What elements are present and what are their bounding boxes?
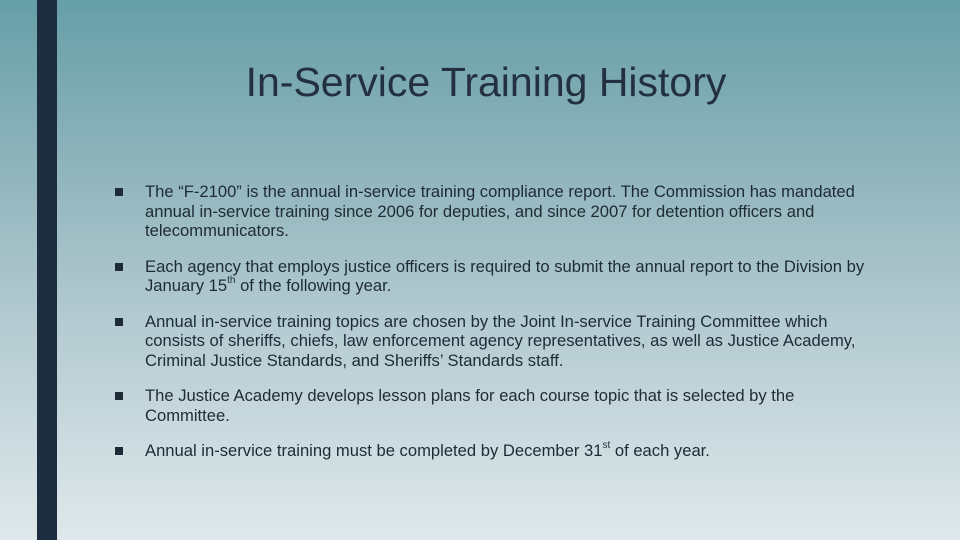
square-bullet-icon	[115, 263, 123, 271]
bullet-text	[145, 441, 710, 460]
bullet-text-part: of each year.	[610, 441, 710, 460]
bullet-text: Annual in-service training topics are chosen by the Joint In-service Training Committee which consists of sheriffs, chiefs, law enforcement agency representatives, as well as Justice Academy, Criminal Justice Standards, and Sheriffs’ Standards staff.	[145, 311, 856, 370]
square-bullet-icon	[115, 392, 123, 400]
bullet-item	[115, 386, 875, 425]
bullet-text-part: of the following year.	[235, 276, 392, 295]
bullet-item	[115, 257, 875, 296]
bullet-text-part: Each agency that employs justice officers is required to submit the annual report to the Division by January 15	[145, 256, 865, 295]
bullet-text: The “F-2100” is the annual in-service training compliance report. The Commission has mandated annual in-service training since 2006 for deputies, and since 2007 for detention officers and telecommunicators.	[145, 182, 855, 240]
bullet-item	[115, 441, 875, 461]
bullet-list	[115, 182, 875, 477]
square-bullet-icon	[115, 447, 123, 455]
bullet-item	[115, 182, 875, 241]
bullet-text: The Justice Academy develops lesson plans for each course topic that is selected by the Committee.	[145, 386, 795, 425]
ordinal-suffix: st	[602, 440, 611, 452]
ordinal-suffix: th	[227, 275, 236, 287]
bullet-text-part: Annual in-service training must be completed by December 31	[145, 441, 603, 460]
slide-title: In-Service Training History	[245, 59, 727, 105]
bullet-text	[145, 257, 864, 296]
bullet-item	[115, 312, 875, 371]
square-bullet-icon	[115, 188, 123, 196]
square-bullet-icon	[115, 318, 123, 326]
